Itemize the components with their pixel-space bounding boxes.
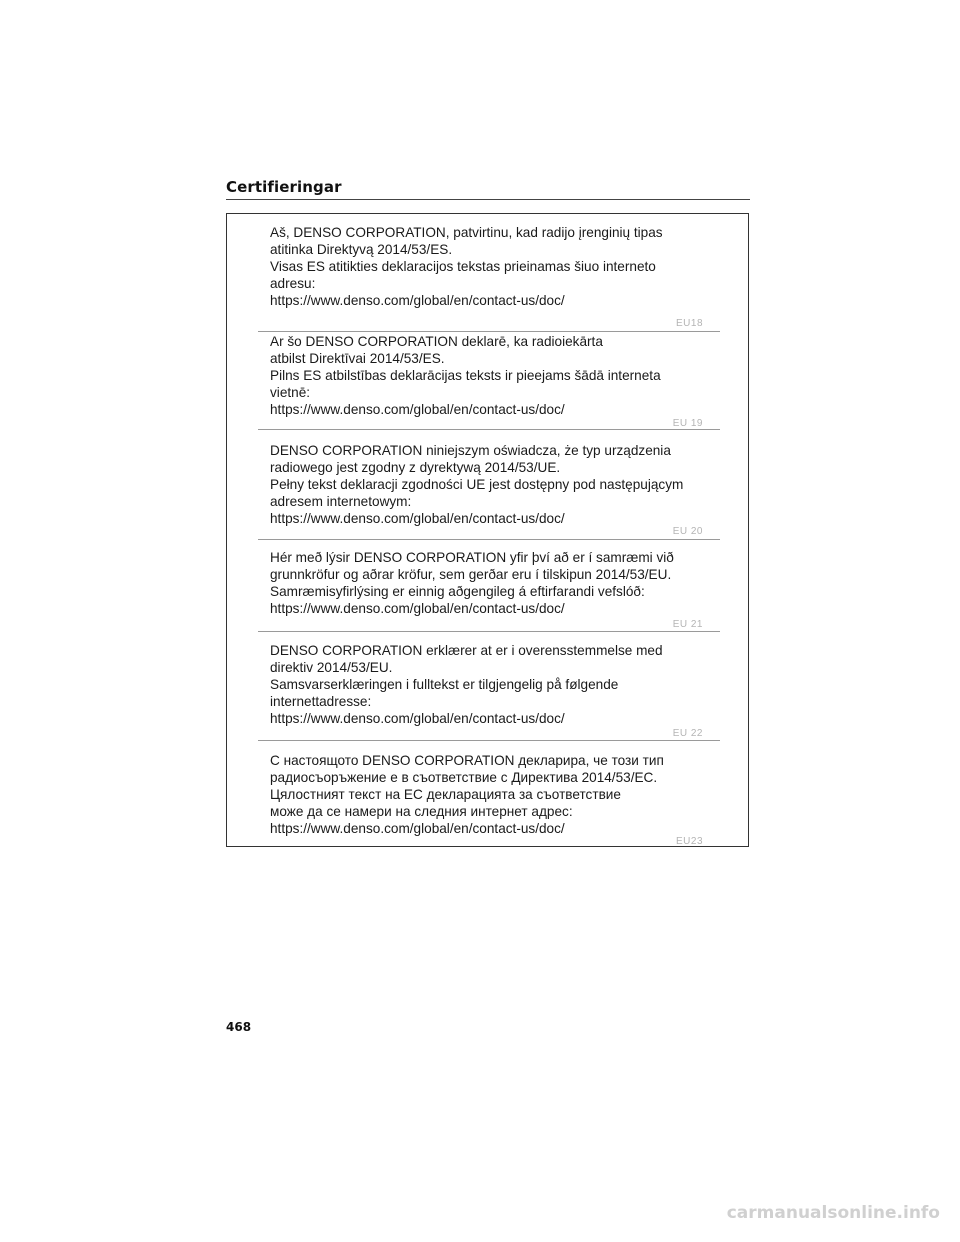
cert-entry-eu18 (258, 224, 720, 329)
cert-divider (258, 429, 720, 430)
cert-entry-eu19 (258, 333, 720, 429)
certification-box (226, 213, 749, 847)
cert-text: Hér með lýsir DENSO CORPORATION yfir því að er í samræmi við grunnkröfur og aðrar kröfur, sem gerðar eru í tilskipun 2014/53/EU. Samræmisyfirlýsing er einnig aðgengileg á eftirfarandi vefslóð: https://www.denso.com/global/en/contact-us/doc/ (270, 550, 674, 616)
cert-divider (258, 631, 720, 632)
cert-entry-eu22 (258, 642, 720, 739)
cert-code: EU 20 (672, 526, 703, 537)
cert-text: DENSO CORPORATION niniejszym oświadcza, że typ urządzenia radiowego jest zgodny z dyrektywą 2014/53/UE. Pełny tekst deklaracji zgodności UE jest dostępny pod następującym adresem internetowym: https://www.denso.com/global/en/contact-us/doc/ (270, 443, 684, 526)
cert-text: DENSO CORPORATION erklærer at er i overensstemmelse med direktiv 2014/53/EU. Samsvarserklæringen i fulltekst er tilgjengelig på følgende internettadresse: https://www.denso.com/global/en/contact-us/doc/ (270, 643, 663, 726)
section-title: Certifieringar (226, 178, 342, 196)
cert-code: EU 21 (672, 619, 703, 630)
cert-divider (258, 331, 720, 332)
cert-code: EU23 (675, 836, 703, 847)
cert-code: EU18 (675, 318, 703, 329)
cert-entry-eu23 (258, 752, 720, 847)
cert-text: Aš, DENSO CORPORATION, patvirtinu, kad radijo įrenginių tipas atitinka Direktyvą 2014/53/ES. Visas ES atitikties deklaracijos tekstas prieinamas šiuo interneto adresu: https://www.denso.com/global/en/contact-us/doc/ (270, 225, 663, 308)
page-number: 468 (226, 1020, 252, 1034)
cert-text: Ar šo DENSO CORPORATION deklarē, ka radioiekārta atbilst Direktīvai 2014/53/ES. Pilns ES atbilstības deklarācijas teksts ir pieejams šādā interneta vietnē: https://www.denso.com/global/en/contact-us/doc/ (270, 334, 661, 417)
cert-divider (258, 740, 720, 741)
cert-code: EU 22 (672, 728, 703, 739)
cert-divider (258, 539, 720, 540)
title-divider (226, 199, 750, 200)
cert-entry-eu21 (258, 549, 720, 630)
cert-entry-eu20 (258, 442, 720, 537)
watermark: carmanualsonline.info (726, 1203, 940, 1223)
cert-code: EU 19 (672, 418, 703, 429)
cert-text: С настоящото DENSO CORPORATION декларира, че този тип радиосъоръжение е в съответствие с Директива 2014/53/ЕС. Цялостният текст на ЕС декларацията за съответствие може да се намери на следния интернет адрес: https://www.denso.com/global/en/contact-us/doc/ (270, 753, 664, 836)
